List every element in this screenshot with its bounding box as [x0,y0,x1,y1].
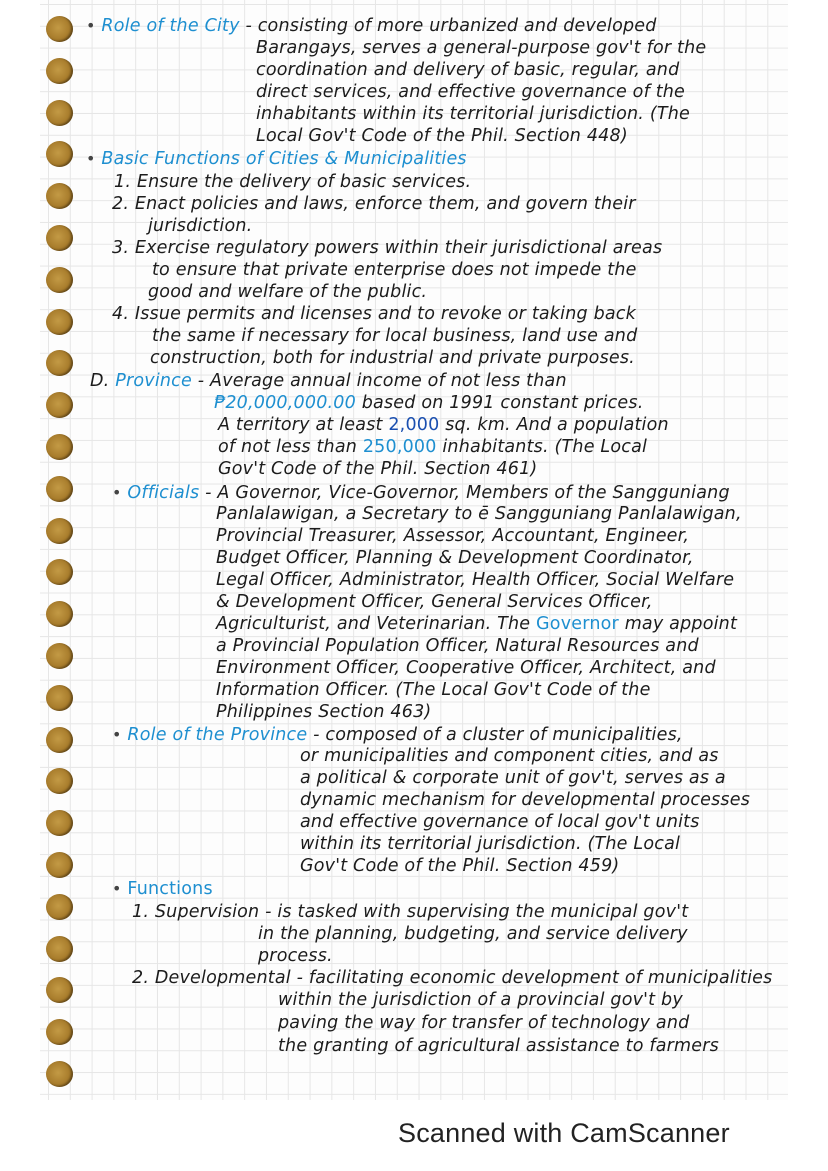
binding-hole [46,267,73,293]
text-line: Philippines Section 463) [216,702,432,722]
binding-hole [46,350,73,376]
text-line: a political & corporate unit of gov't, serves as a [300,768,726,788]
list-item: 3. Exercise regulatory powers within their jurisdictional areas [112,238,663,258]
binding-hole [46,559,73,585]
text-line: - consisting of more urbanized and developed [245,16,657,36]
binding-hole [46,936,73,962]
text-line: within the jurisdiction of a provincial gov't by [278,990,683,1010]
text-line: construction, both for industrial and private purposes. [150,348,635,368]
text-line: the granting of agricultural assistance to farmers [278,1036,719,1056]
income-value: ₱20,000,000.00 [214,393,356,413]
bullet-line [86,148,467,171]
text-line: Gov't Code of the Phil. Section 459) [300,856,620,876]
governor-line [216,614,737,636]
text-line: Gov't Code of the Phil. Section 461) [218,459,538,479]
spiral-binding [46,0,76,1100]
section-letter: D. [90,371,110,391]
text-line: may appoint [624,614,738,634]
population-value: 250,000 [362,437,437,457]
text-line: within its territorial jurisdiction. (The Local [300,834,681,854]
list-item: 2. Enact policies and laws, enforce them, and govern their [112,194,636,214]
binding-hole [46,476,73,502]
population-line [218,437,647,459]
text-line: Environment Officer, Cooperative Officer, Architect, and [216,658,716,678]
binding-hole [46,685,73,711]
binding-hole [46,392,73,418]
text-line: or municipalities and component cities, and as [300,746,719,766]
list-item: 2. Developmental - facilitating economic development of municipalities [132,968,773,988]
camscanner-watermark: Scanned with CamScanner [398,1118,730,1148]
text-line: Information Officer. (The Local Gov't Code of the [216,680,651,700]
text-line: Agriculturist, and Veterinarian. The [216,614,531,634]
bullet-line [112,878,213,901]
text-line: coordination and delivery of basic, regular, and [256,60,680,80]
text-line: A territory at least [218,415,383,435]
heading-officials: Officials [127,483,200,503]
heading-basic-functions: Basic Functions of Cities & Municipalities [101,149,467,169]
text-line: process. [258,946,333,966]
territory-value: 2,000 [388,415,440,435]
text-line: - Average annual income of not less than [197,371,567,391]
list-item: 4. Issue permits and licenses and to revoke or taking back [112,304,636,324]
binding-hole [46,643,73,669]
text-line: Local Gov't Code of the Phil. Section 448) [256,126,628,146]
list-item: 1. Ensure the delivery of basic services. [114,172,472,192]
binding-hole [46,518,73,544]
binding-hole [46,141,73,167]
text-line: - A Governor, Vice-Governor, Members of the Sangguniang [205,483,730,503]
text-line: Provincial Treasurer, Assessor, Accountant, Engineer, [216,526,690,546]
text-line: based on 1991 constant prices. [361,393,644,413]
bullet-icon: • [86,149,96,168]
text-line: of not less than [218,437,358,457]
binding-hole [46,58,73,84]
bullet-line [112,724,683,747]
heading-functions: Functions [127,879,213,899]
text-line: Budget Officer, Planning & Development Coordinator, [216,548,694,568]
binding-hole [46,183,73,209]
bullet-icon: • [86,16,96,35]
binding-hole [46,225,73,251]
heading-role-of-province: Role of the Province [127,725,308,745]
binding-hole [46,16,73,42]
binding-hole [46,434,73,460]
list-item: 1. Supervision - is tasked with supervising the municipal gov't [132,902,689,922]
binding-hole [46,768,73,794]
binding-hole [46,1019,73,1045]
text-line: good and welfare of the public. [148,282,428,302]
text-line: Panlalawigan, a Secretary to ē Sangguniang Panlalawigan, [216,504,742,524]
bullet-icon: • [112,725,122,744]
text-line: jurisdiction. [148,216,253,236]
province-heading-line [90,371,567,393]
text-line: direct services, and effective governance of the [256,82,686,102]
bullet-icon: • [112,879,122,898]
text-line: - composed of a cluster of municipalities, [313,725,683,745]
binding-hole [46,1061,73,1087]
bullet-icon: • [112,483,122,502]
binding-hole [46,810,73,836]
bullet-line [112,482,730,505]
binding-hole [46,100,73,126]
binding-hole [46,852,73,878]
text-line: dynamic mechanism for developmental processes [300,790,751,810]
text-line: the same if necessary for local business, land use and [152,326,638,346]
heading-province: Province [115,371,192,391]
binding-hole [46,894,73,920]
income-line [214,393,643,415]
text-line: inhabitants within its territorial jurisdiction. (The [256,104,691,124]
binding-hole [46,309,73,335]
text-line: in the planning, budgeting, and service delivery [258,924,688,944]
text-line: Barangays, serves a general-purpose gov't for the [256,38,707,58]
text-line: Legal Officer, Administrator, Health Officer, Social Welfare [216,570,735,590]
territory-line [218,415,669,437]
heading-role-of-city: Role of the City [101,16,240,36]
binding-hole [46,727,73,753]
bullet-line [86,15,657,38]
text-line: & Development Officer, General Services Officer, [216,592,653,612]
text-line: sq. km. And a population [445,415,669,435]
governor-highlight: Governor [536,614,619,634]
text-line: a Provincial Population Officer, Natural Resources and [216,636,699,656]
binding-hole [46,977,73,1003]
text-line: to ensure that private enterprise does not impede the [152,260,637,280]
text-line: paving the way for transfer of technology and [278,1013,690,1033]
text-line: inhabitants. (The Local [442,437,648,457]
binding-hole [46,601,73,627]
text-line: and effective governance of local gov't units [300,812,700,832]
